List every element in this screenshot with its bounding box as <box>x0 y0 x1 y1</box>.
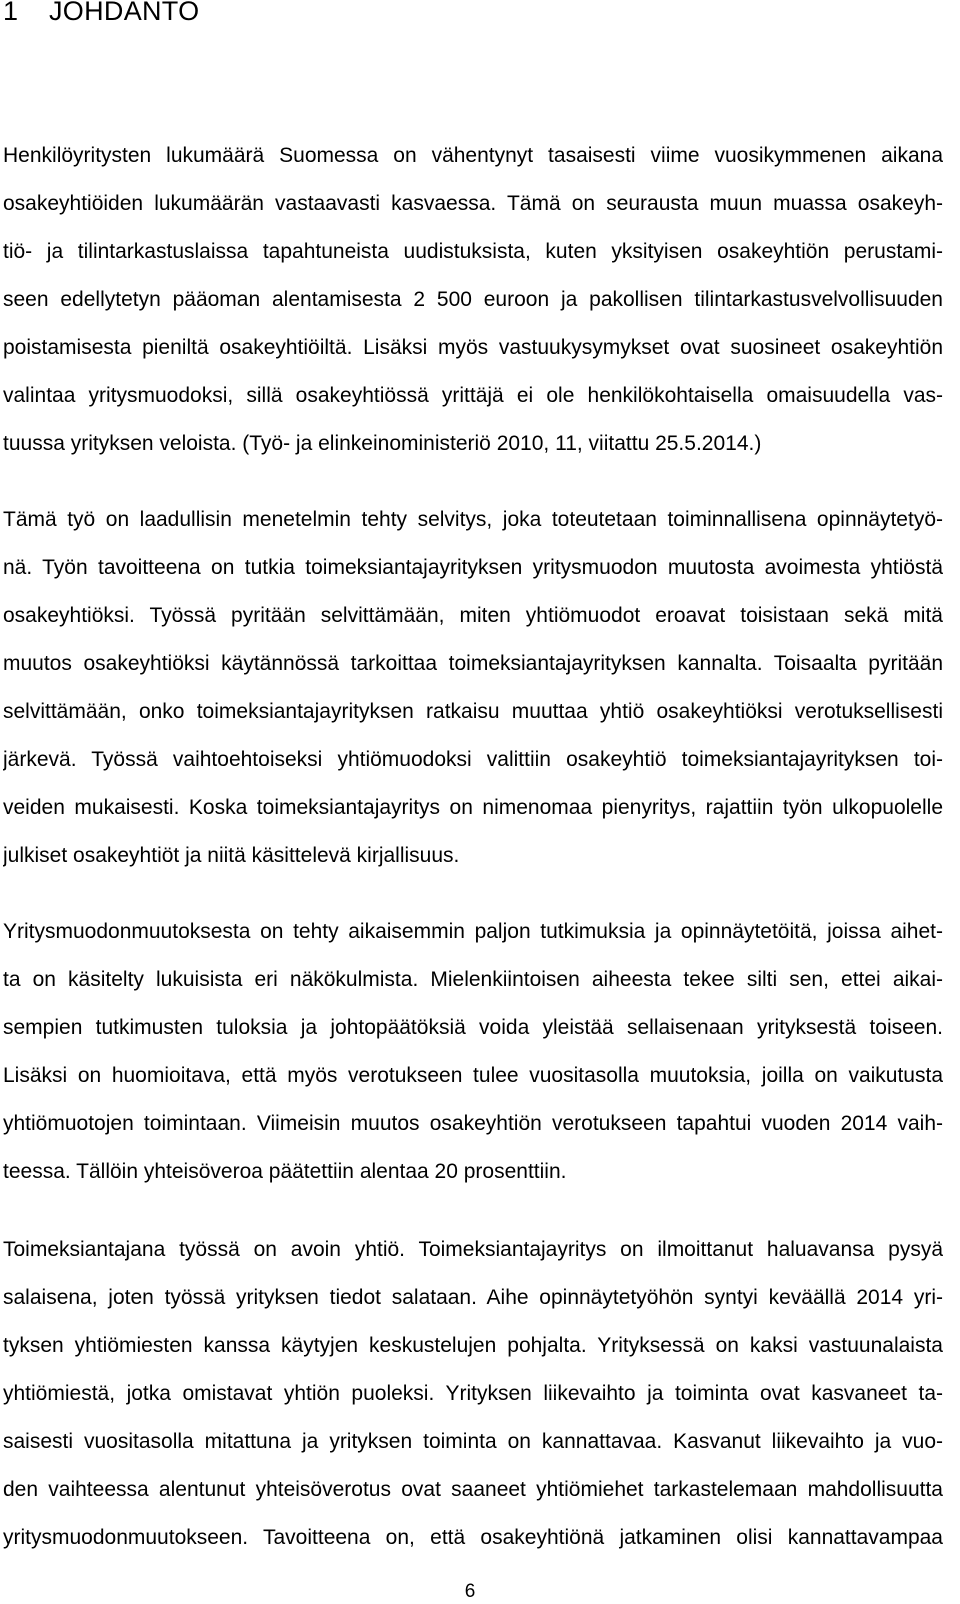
text-line: tyksen yhtiömiesten kanssa käytyjen keskustelujen pohjalta. Yrityksessä on kaksi vastuunalaista <box>3 1334 943 1357</box>
text-line: Tämä työ on laadullisin menetelmin tehty selvitys, joka toteutetaan toiminnallisena opinnäytetyö- <box>3 508 943 531</box>
paragraph-2 <box>3 496 943 880</box>
text-line: tiö- ja tilintarkastuslaissa tapahtuneista uudistuksista, kuten yksityisen osakeyhtiön perustami- <box>3 240 943 263</box>
text-line: den vaihteessa alentunut yhteisöverotus ovat saaneet yhtiömiehet tarkastelemaan mahdollisuutta <box>3 1478 943 1501</box>
text-line: valintaa yritysmuodoksi, sillä osakeyhtiössä yrittäjä ei ole henkilökohtaisella omaisuudella vas- <box>3 384 943 407</box>
text-line: seen edellytetyn pääoman alentamisesta 2 500 euroon ja pakollisen tilintarkastusvelvollisuuden <box>3 288 943 311</box>
text-line: veiden mukaisesti. Koska toimeksiantajayritys on nimenomaa pienyritys, rajattiin työn ulkopuolelle <box>3 796 943 819</box>
text-line: ta on käsitelty lukuisista eri näkökulmista. Mielenkiintoisen aiheesta tekee silti sen, ettei aikai- <box>3 968 943 991</box>
text-line: saisesti vuositasolla mitattuna ja yrityksen toiminta on kannattavaa. Kasvanut liikevaihto ja vuo- <box>3 1430 943 1453</box>
text-line: osakeyhtiöksi. Työssä pyritään selvittämään, miten yhtiömuodot eroavat toisistaan sekä mitä <box>3 604 943 627</box>
text-line: Henkilöyritysten lukumäärä Suomessa on vähentynyt tasaisesti viime vuosikymmenen aikana <box>3 144 943 167</box>
chapter-title: JOHDANTO <box>49 0 200 26</box>
paragraph-1 <box>3 132 943 468</box>
text-line: järkevä. Työssä vaihtoehtoiseksi yhtiömuodoksi valittiin osakeyhtiö toimeksiantajayrityksen toi- <box>3 748 943 771</box>
text-line: yhtiömuotojen toimintaan. Viimeisin muutos osakeyhtiön verotukseen tapahtui vuoden 2014 vaih- <box>3 1112 943 1135</box>
chapter-number: 1 <box>3 0 19 26</box>
paragraph-3 <box>3 908 943 1196</box>
text-line: julkiset osakeyhtiöt ja niitä käsittelevä kirjallisuus. <box>3 844 460 867</box>
text-line: tuussa yrityksen veloista. (Työ- ja elinkeinoministeriö 2010, 11, viitattu 25.5.2014.) <box>3 432 762 455</box>
text-line: teessa. Tällöin yhteisöveroa päätettiin alentaa 20 prosenttiin. <box>3 1160 567 1183</box>
text-line: sempien tutkimusten tuloksia ja johtopäätöksiä voida yleistää sellaisenaan yrityksestä toiseen. <box>3 1016 943 1039</box>
paragraph-4 <box>3 1226 943 1562</box>
text-line: poistamisesta pieniltä osakeyhtiöiltä. Lisäksi myös vastuukysymykset ovat suosineet osakeyhtiön <box>3 336 943 359</box>
text-line: yhtiömiestä, jotka omistavat yhtiön puoleksi. Yrityksen liikevaihto ja toiminta ovat kasvaneet ta- <box>3 1382 943 1405</box>
text-line: Yritysmuodonmuutoksesta on tehty aikaisemmin paljon tutkimuksia ja opinnäytetöitä, joissa aihet- <box>3 920 943 943</box>
text-line: Lisäksi on huomioitava, että myös verotukseen tulee vuositasolla muutoksia, joilla on vaikutusta <box>3 1064 943 1087</box>
text-line: Toimeksiantajana työssä on avoin yhtiö. Toimeksiantajayritys on ilmoittanut haluavansa pysyä <box>3 1238 943 1261</box>
text-line: osakeyhtiöiden lukumäärän vastaavasti kasvaessa. Tämä on seurausta muun muassa osakeyh- <box>3 192 943 215</box>
page-number: 6 <box>464 1581 476 1602</box>
text-line: nä. Työn tavoitteena on tutkia toimeksiantajayrityksen yritysmuodon muutosta avoimesta yhtiöstä <box>3 556 943 579</box>
chapter-heading <box>3 0 199 27</box>
text-line: salaisena, joten työssä yrityksen tiedot salataan. Aihe opinnäytetyöhön syntyi keväällä 2014 yri- <box>3 1286 943 1309</box>
text-line: muutos osakeyhtiöksi käytännössä tarkoittaa toimeksiantajayrityksen kannalta. Toisaalta pyritään <box>3 652 943 675</box>
text-line: selvittämään, onko toimeksiantajayrityksen ratkaisu muuttaa yhtiö osakeyhtiöksi verotuksellisesti <box>3 700 943 723</box>
text-line: yritysmuodonmuutokseen. Tavoitteena on, että osakeyhtiönä jatkaminen olisi kannattavampaa <box>3 1526 943 1549</box>
